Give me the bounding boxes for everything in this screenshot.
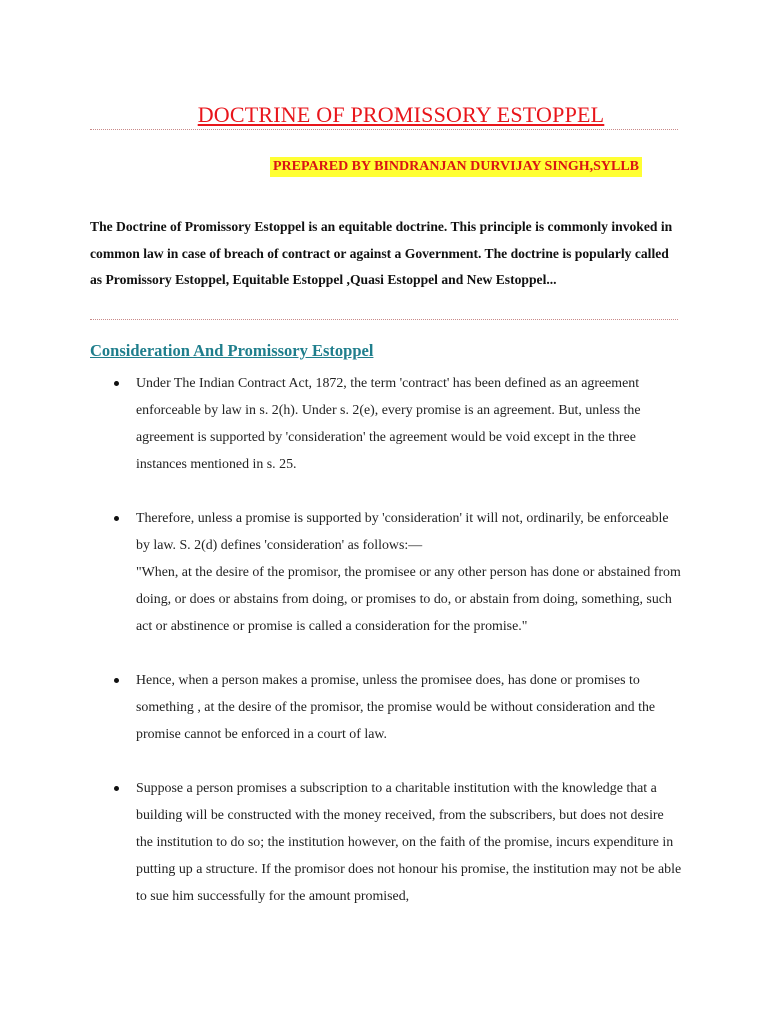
section-heading: Consideration And Promissory Estoppel xyxy=(90,341,374,360)
bullet-text: Hence, when a person makes a promise, unless the promisee does, has done or promises to something , at the desire of the promisor, the promise would be without consideration and the promise cannot be enforced in a court of law. xyxy=(136,673,656,742)
list-item xyxy=(136,505,682,640)
bullet-icon xyxy=(114,678,119,683)
bullet-quote: "When, at the desire of the promisor, the promisee or any other person has done or abstained from doing, or does or abstains from doing, or promises to do, or abstain from doing, something, such act or abstinence or promise is called a consideration for the promise." xyxy=(136,565,681,634)
list-item xyxy=(136,667,682,748)
document-title: DOCTRINE OF PROMISSORY ESTOPPEL xyxy=(197,102,605,127)
intro-divider xyxy=(90,319,678,320)
intro-paragraph: The Doctrine of Promissory Estoppel is an equitable doctrine. This principle is commonly invoked in common law in case of breach of contract or against a Government. The doctrine is popularly called as Promissory Estoppel, Equitable Estoppel ,Quasi Estoppel and New Estoppel... xyxy=(90,219,673,288)
bullet-text: Therefore, unless a promise is supported by 'consideration' it will not, ordinarily, be enforceable by law. S. 2(d) defines 'consideration' as follows:— xyxy=(136,511,669,553)
author-line: PREPARED BY BINDRANJAN DURVIJAY SINGH,SYLLB xyxy=(270,157,642,177)
list-item xyxy=(136,370,682,478)
bullet-list xyxy=(136,370,682,910)
bullet-text: Under The Indian Contract Act, 1872, the term 'contract' has been defined as an agreement enforceable by law in s. 2(h). Under s. 2(e), every promise is an agreement. But, unless the agreement is supported by 'consideration' the agreement would be void except in the three instances mentioned in s. 25. xyxy=(136,376,641,472)
title-divider xyxy=(90,129,678,130)
bullet-text: Suppose a person promises a subscription to a charitable institution with the knowledge that a building will be constructed with the money received, from the subscribers, but does not desire the institution to do so; the institution however, on the faith of the promise, incurs expenditure in putting up a structure. If the promisor does not honour his promise, the institution may not be able to sue him successfully for the amount promised, xyxy=(136,781,682,904)
bullet-icon xyxy=(114,381,119,386)
bullet-icon xyxy=(114,516,119,521)
bullet-icon xyxy=(114,786,119,791)
list-item xyxy=(136,775,682,910)
